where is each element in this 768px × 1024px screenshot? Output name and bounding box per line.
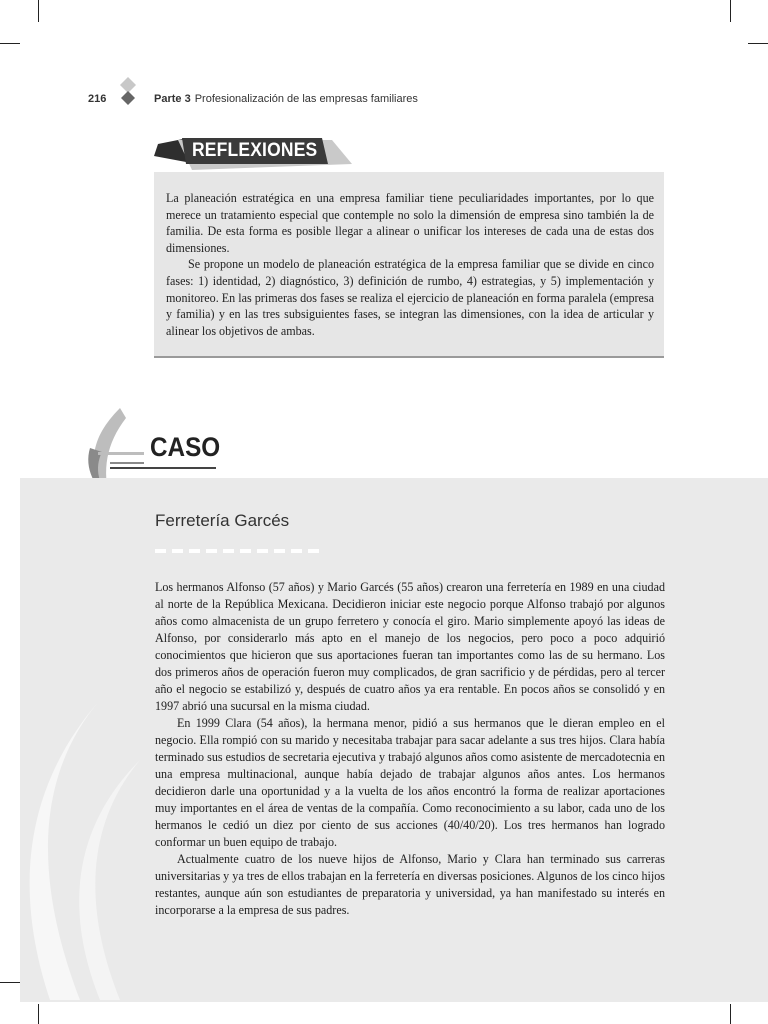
reflexiones-paragraph-1: La planeación estratégica en una empresa familiar tiene peculiaridades importantes, por lo que merece un tratamiento especial que contemple no solo la dimensión de empresa sino también la de familia. De esta forma es posible llegar a alinear o unificar los intereses de cada una de estas dos dimensiones. [166,191,654,255]
caso-body [155,579,665,919]
caso-paragraph-1: Los hermanos Alfonso (57 años) y Mario Garcés (55 años) crearon una ferretería en 1989 en una ciudad al norte de la República Mexicana. Decidieron iniciar este negocio porque Alfonso trabajó por algunos años como almacenista de un grupo ferretero y conocía el giro. Mario simplemente apoyó las ideas de Alfonso, por considerarlo más apto en el manejo de los negocios, pero poco a poco adquirió conocimientos que hicieron que sus aportaciones fueran tan importantes como las de su hermano. Los dos primeros años de operación fueron muy complicados, de gran sacrificio y de pérdidas, pero al tercer año el negocio se estabilizó y, después de cuatro años ya era rentable. En pocos años se consolidó y en 1997 abrió una sucursal en la misma ciudad. [155,580,665,713]
background-watermark-graphic [20,700,160,1000]
crop-mark-bottom-right [730,1004,731,1024]
reflexiones-paragraph-2: Se propone un modelo de planeación estratégica de la empresa familiar que se divide en cinco fases: 1) identidad, 2) diagnóstico, 3) definición de rumbo, 4) estrategias, y 5) implementación y monitoreo. En las primeras dos fases se realiza el ejercicio de planeación en forma paralela (empresa y familia) y en las tres subsiguientes fases, se integran las dimensiones, con la idea de articular y alinear los objetivos de ambas. [166,257,654,338]
part-heading [154,93,418,105]
caso-paragraph-2: En 1999 Clara (54 años), la hermana menor, pidió a sus hermanos que le dieran empleo en el negocio. Ella rompió con su marido y necesitaba trabajar para sacar adelante a sus tres hijos. Clara había terminado sus estudios de secretaria ejecutiva y trabajó algunos años como asistente de mercadotecnia en una empresa multinacional, aunque había dejado de trabajar algunos años antes. Los hermanos decidieron darle una oportunidad y a la vuelta de los años encontró la forma de realizar aportaciones muy importantes en el área de ventas de la compañía. Como reconocimiento a su labor, cada uno de los hermanos le cedió un diez por ciento de sus acciones (40/40/20). Los tres hermanos han logrado conformar un buen equipo de trabajo. [155,716,665,849]
reflexiones-box [154,172,664,358]
reflexiones-title: REFLEXIONES [192,140,318,161]
caso-subtitle: Ferretería Garcés [155,511,290,530]
crop-mark-bottom-left-h [0,982,20,983]
caso-subtitle-dashes [155,549,320,553]
header-ornament-icon [120,77,136,111]
crop-mark-top-left-h [0,43,20,44]
caso-title: CASO [150,432,221,462]
crop-mark-bottom-left [38,1004,39,1024]
crop-mark-top-left [38,0,39,22]
page-number: 216 [88,93,107,105]
crop-mark-top-right [730,0,731,22]
crop-mark-top-right-h [748,43,768,44]
part-label: Parte 3 [154,93,191,105]
part-title: Profesionalización de las empresas familiares [194,93,418,105]
caso-underline [110,467,216,469]
caso-paragraph-3: Actualmente cuatro de los nueve hijos de Alfonso, Mario y Clara han terminado sus carreras universitarias y ya tres de ellos trabajan en la ferretería en diversas posiciones. Algunos de los cinco hijos restantes, aunque aún son estudiantes de preparatoria y universidad, ya han manifestado su interés en incorporarse a la empresa de sus padres. [155,852,665,917]
